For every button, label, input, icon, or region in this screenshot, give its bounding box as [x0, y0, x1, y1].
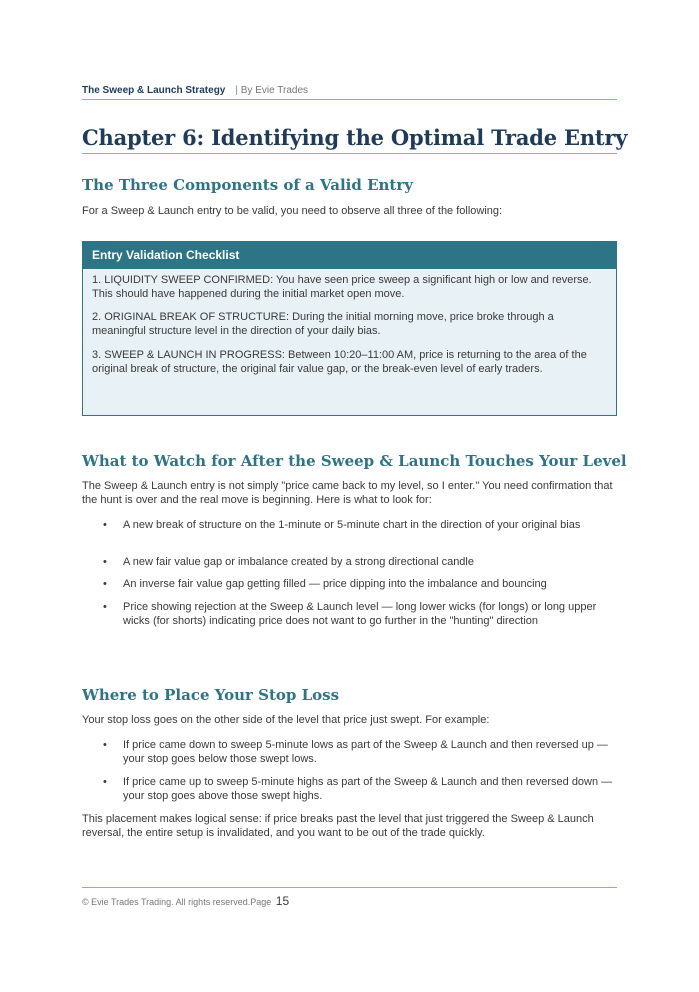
bullet-icon: • [103, 601, 107, 613]
list-item-text: If price came up to sweep 5-minute highs as part of the Sweep & Launch and then reversed down — your stop goes above those swept highs. [123, 776, 613, 802]
section-heading-components: The Three Components of a Valid Entry [82, 176, 413, 194]
bullet-icon: • [103, 556, 107, 568]
list-item-text: If price came down to sweep 5-minute lows as part of the Sweep & Launch and then reversed up — your stop goes below those swept lows. [123, 739, 608, 765]
copyright-notice: © Evie Trades Trading. All rights reserved. [82, 897, 251, 907]
page-footer [82, 894, 289, 909]
author-name: By Evie Trades [240, 85, 309, 96]
bullet-icon: • [103, 578, 107, 590]
page-number: 15 [275, 894, 290, 908]
list-item-text: An inverse fair value gap getting filled — price dipping into the imbalance and bouncing [123, 578, 547, 590]
chapter-title: Chapter 6: Identifying the Optimal Trade Entry [82, 125, 628, 150]
footer-divider [82, 887, 617, 888]
header-divider [82, 99, 617, 100]
bullet-icon: • [103, 739, 107, 751]
checklist-item: 1. LIQUIDITY SWEEP CONFIRMED: You have seen price sweep a significant high or low and reverse. This should have happened during the initial market open move. [92, 274, 592, 300]
bullet-icon: • [103, 519, 107, 531]
page-label: Page [250, 897, 272, 907]
checklist-item: 3. SWEEP & LAUNCH IN PROGRESS: Between 10:20–11:00 AM, price is returning to the area of the original break of structure, the original fair value gap, or the break-even level of early traders. [92, 349, 587, 375]
section-intro-what-to-watch: The Sweep & Launch entry is not simply "price came back to my level, so I enter." You need confirmation that the hunt is over and the real move is beginning. Here is what to look for: [82, 480, 613, 506]
list-item-text: Price showing rejection at the Sweep & Launch level — long lower wicks (for longs) or long upper wicks (for shorts) indicating price does not want to go further in the "hunting" direction [123, 601, 597, 627]
list-item-text: A new fair value gap or imbalance created by a strong directional candle [123, 556, 474, 568]
checklist-title: Entry Validation Checklist [83, 242, 616, 269]
running-header [82, 84, 617, 97]
book-title: The Sweep & Launch Strategy [82, 85, 226, 96]
stop-loss-closing: This placement makes logical sense: if price breaks past the level that just triggered the Sweep & Launch reversal, the entire setup is invalidated, and you want to be out of the trade quickly. [82, 813, 594, 839]
section-intro-stop-loss: Your stop loss goes on the other side of the level that price just swept. For example: [82, 714, 490, 726]
chapter-divider [82, 153, 617, 154]
section-heading-stop-loss: Where to Place Your Stop Loss [82, 686, 340, 704]
entry-validation-checklist [82, 241, 617, 416]
bullet-icon: • [103, 776, 107, 788]
checklist-item: 2. ORIGINAL BREAK OF STRUCTURE: During the initial morning move, price broke through a meaningful structure level in the direction of your daily bias. [92, 311, 554, 337]
section-heading-what-to-watch: What to Watch for After the Sweep & Launch Touches Your Level [82, 452, 627, 470]
section-intro-components: For a Sweep & Launch entry to be valid, you need to observe all three of the following: [82, 205, 503, 217]
header-separator: | [235, 85, 238, 96]
list-item-text: A new break of structure on the 1-minute or 5-minute chart in the direction of your original bias [123, 519, 581, 531]
